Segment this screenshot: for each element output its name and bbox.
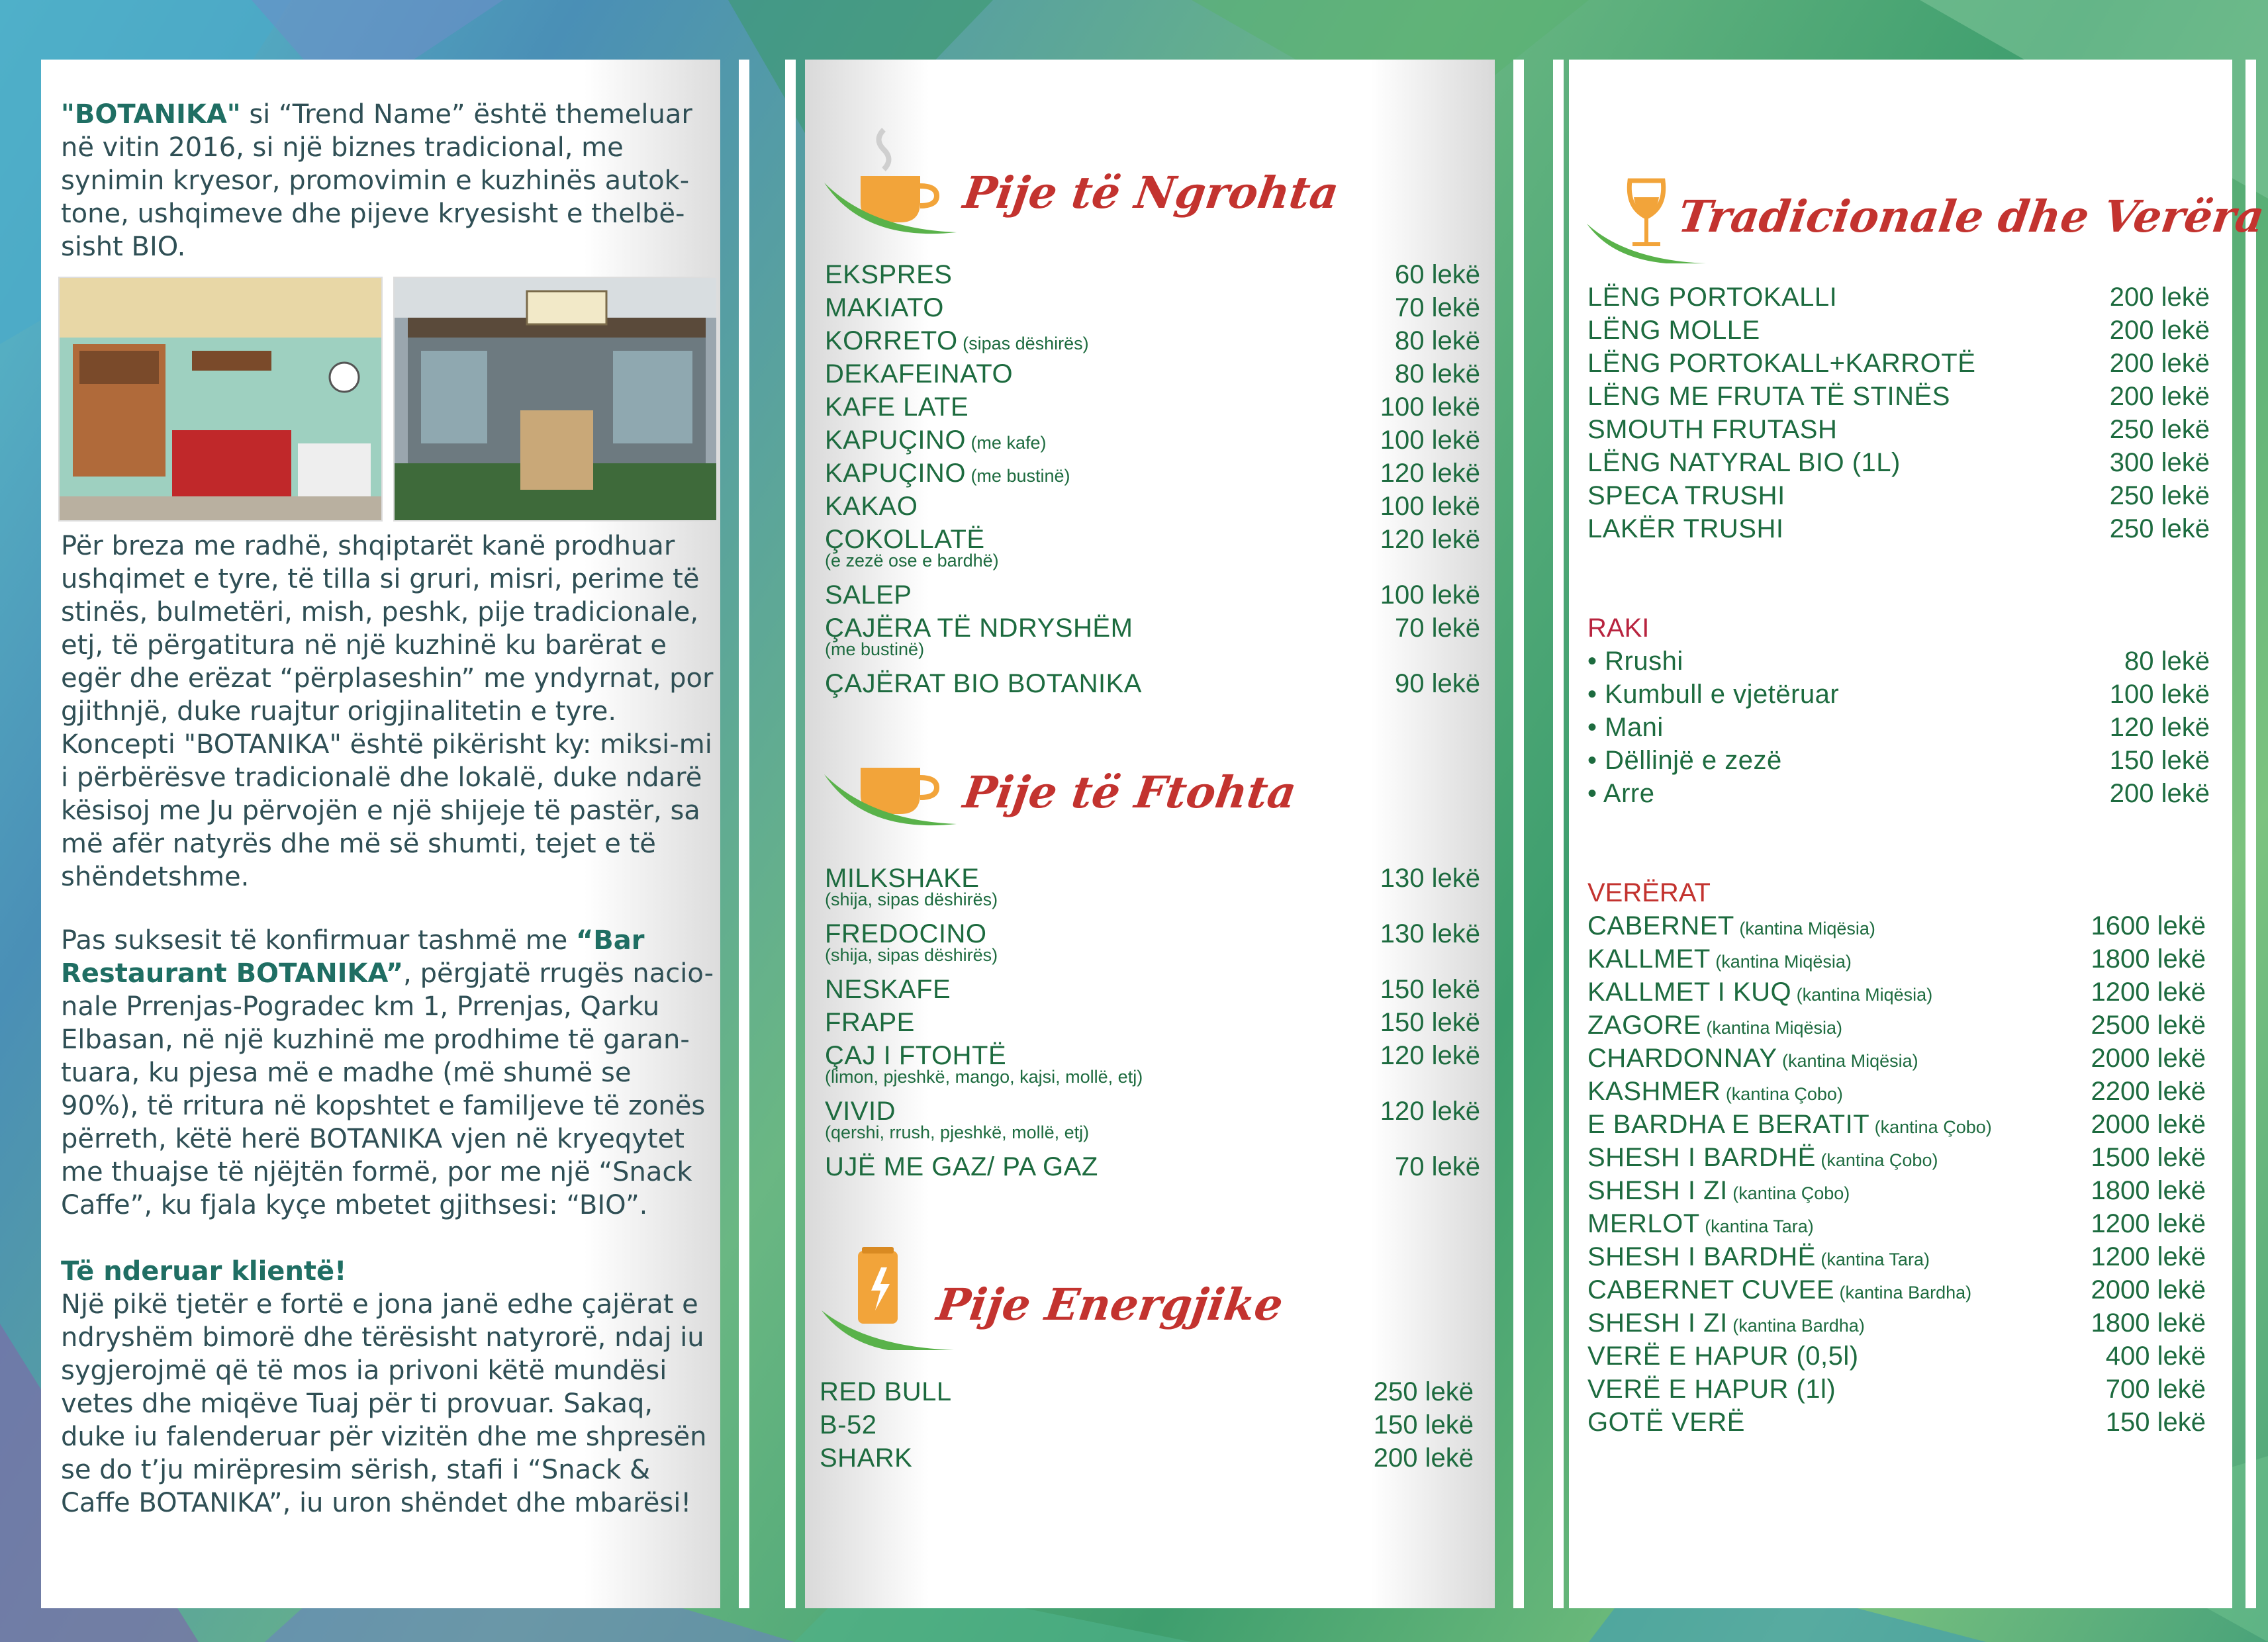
item-note: (kantina Miqësia): [1777, 1051, 1918, 1071]
left-rail: [739, 60, 749, 1608]
item-price: 250 lekë: [1373, 1377, 1474, 1406]
item-price: 250 lekë: [2109, 481, 2210, 510]
item-name: SHESH I BARDHË: [1587, 1242, 1816, 1271]
item-note: (kantina Miqësia): [1710, 952, 1852, 972]
item-price: 120 lekë: [2109, 713, 2210, 742]
item-price: 80 lekë: [1395, 326, 1480, 355]
item-name: GOTË VERË: [1587, 1408, 1745, 1437]
menu-item: [1587, 1340, 2206, 1373]
menu-item: [825, 424, 1480, 457]
item-name: CABERNET CUVEE: [1587, 1275, 1835, 1304]
traditional-wines-title: Tradicionale dhe Verëra: [1675, 191, 2268, 242]
left-rail-2: [785, 60, 796, 1608]
brand-name: "BOTANIKA": [61, 99, 241, 130]
item-price: 90 lekë: [1395, 669, 1480, 698]
item-name: NESKAFE: [825, 975, 951, 1004]
intro-paragraph-4: Një pikë tjetër e fortë e jona janë edhe çajërat e ndryshëm bimorë dhe tërësisht natyrorë, ndaj iu sygjerojmë që të mos ia privoni këtë mundësi vetes dhe miqëve Tuaj për ti provuar. Sakaq, duke iu falenderuar për vizitën dhe me shpresën se do t’ju mirëpresim sërish, stafi i “Snack & Caffe BOTANIKA”, iu uron shëndet dhe mbarësi!: [61, 1289, 707, 1518]
item-price: 200 lekë: [2109, 349, 2210, 378]
item-name: ZAGORE: [1587, 1011, 1701, 1040]
energy-drinks-list: [820, 1375, 1474, 1475]
item-name: KAKAO: [825, 492, 918, 521]
item-name: VERË E HAPUR (0,5l): [1587, 1342, 1859, 1371]
item-note: (me kafe): [965, 433, 1047, 453]
menu-item: [1587, 446, 2210, 479]
menu-item: [1587, 1108, 2206, 1141]
item-name: MAKIATO: [825, 293, 944, 322]
item-price: 250 lekë: [2109, 514, 2210, 543]
menu-item: [825, 578, 1480, 612]
menu-item: [1587, 942, 2206, 976]
item-name: LËNG ME FRUTA TË STINËS: [1587, 382, 1950, 411]
item-price: 2000 lekë: [2091, 1110, 2206, 1139]
menu-item: [825, 1006, 1480, 1039]
item-name: MILKSHAKE: [825, 864, 980, 893]
item-subtitle: (shija, sipas dëshirës): [825, 945, 998, 965]
item-price: 120 lekë: [1380, 1097, 1480, 1126]
item-price: 70 lekë: [1395, 614, 1480, 643]
item-name: SHESH I ZI: [1587, 1176, 1728, 1205]
item-price: 150 lekë: [1373, 1410, 1474, 1439]
menu-item: [820, 1375, 1474, 1408]
item-price: 200 lekë: [2109, 283, 2210, 312]
energy-drinks-title: Pije Energjike: [933, 1279, 1286, 1330]
item-price: 250 lekë: [2109, 415, 2210, 444]
wines-list: [1587, 909, 2206, 1439]
item-name: KAPUÇINO: [825, 426, 966, 455]
item-name: SHESH I BARDHË: [1587, 1143, 1816, 1172]
hot-drinks-title: Pije të Ngrohta: [960, 167, 1342, 218]
menu-item: [825, 612, 1480, 667]
item-note: (kantina Çobo): [1815, 1150, 1938, 1170]
menu-item: [1587, 1141, 2206, 1174]
juices-list: [1587, 281, 2210, 545]
cold-drinks-list: [825, 862, 1480, 1183]
menu-item: [1587, 744, 2210, 777]
item-note: (me bustinë): [965, 466, 1070, 486]
item-price: 100 lekë: [1380, 492, 1480, 521]
item-price: 120 lekë: [1380, 459, 1480, 488]
menu-item: [1587, 1174, 2206, 1207]
item-note: (kantina Miqësia): [1791, 985, 1933, 1005]
item-name: ÇOKOLLATË: [825, 525, 985, 554]
item-price: 300 lekë: [2109, 448, 2210, 477]
menu-item: [1587, 1406, 2206, 1439]
greeting-title: [61, 1255, 716, 1288]
item-price: 70 lekë: [1395, 1152, 1480, 1181]
item-name: RED BULL: [820, 1377, 952, 1406]
item-note: (kantina Çobo): [1721, 1084, 1843, 1104]
item-name: UJË ME GAZ/ PA GAZ: [825, 1152, 1098, 1181]
item-price: 1800 lekë: [2091, 944, 2206, 974]
intro-paragraph-2: Për breza me radhë, shqiptarët kanë prodhuar ushqimet e tyre, të tilla si gruri, misri, perime të stinës, bulmetëri, mish, peshk, pije tradicionale, etj, të përgatitura në një kuzhinë ku barërat e egër dhe erëzat “përplaseshin” me yndyrnat, por gjithnjë, duke ruajtur origjinalitetin e tyre. Koncepti "BOTANIKA" është pikërisht ky: miksi-mi i përbërësve tradicionalë dhe lokalë, duke ndarë kësisoj me Ju përvojën e një shijeje të pastër, sa më afër natyrës dhe më së shumti, tejet e të shëndetshme.: [61, 531, 714, 892]
item-price: 1200 lekë: [2091, 1209, 2206, 1238]
item-name: • Dëllinjë e zezë: [1587, 746, 1782, 775]
item-name: KASHMER: [1587, 1077, 1721, 1106]
menu-item: [825, 1039, 1480, 1095]
item-price: 1200 lekë: [2091, 1242, 2206, 1271]
item-price: 1800 lekë: [2091, 1176, 2206, 1205]
raki-heading: RAKI: [1587, 614, 1650, 643]
menu-item: [1587, 512, 2210, 545]
item-price: 1200 lekë: [2091, 978, 2206, 1007]
item-price: 120 lekë: [1380, 1041, 1480, 1070]
item-price: 100 lekë: [1380, 580, 1480, 610]
menu-item: [1587, 909, 2206, 942]
item-name: • Mani: [1587, 713, 1664, 742]
menu-item: [820, 1441, 1474, 1475]
item-name: SMOUTH FRUTASH: [1587, 415, 1838, 444]
menu-item: [1587, 678, 2210, 711]
intro-paragraph-3: [61, 924, 716, 1222]
menu-item: [1587, 479, 2210, 512]
item-name: KORRETO: [825, 326, 958, 355]
menu-item: [1587, 1373, 2206, 1406]
menu-item: [825, 523, 1480, 578]
exterior-photo-illustration: [395, 278, 718, 522]
item-price: 200 lekë: [2109, 316, 2210, 345]
item-name: DEKAFEINATO: [825, 359, 1014, 388]
item-name: • Arre: [1587, 779, 1655, 808]
menu-item: [1587, 1240, 2206, 1273]
cold-cup-icon: [821, 748, 967, 834]
item-subtitle: (e zezë ose e bardhë): [825, 551, 999, 570]
right-rail: [2245, 60, 2256, 1608]
item-name: CABERNET: [1587, 911, 1734, 940]
exterior-photo: [393, 277, 718, 522]
item-price: 700 lekë: [2105, 1375, 2206, 1404]
menu-item: [1587, 380, 2210, 413]
menu-item: [1587, 777, 2210, 810]
menu-item: [1587, 1042, 2206, 1075]
menu-item: [1587, 1273, 2206, 1306]
item-note: (kantina Bardha): [1834, 1283, 1972, 1302]
item-note: (kantina Tara): [1815, 1250, 1930, 1269]
item-price: 70 lekë: [1395, 293, 1480, 322]
greeting-heading: Të nderuar klientë!: [61, 1256, 347, 1287]
item-note: (kantina Çobo): [1869, 1117, 1992, 1137]
item-name: KALLMET: [1587, 944, 1711, 974]
item-note: (kantina Çobo): [1727, 1183, 1850, 1203]
item-name: LËNG NATYRAL BIO (1L): [1587, 448, 1901, 477]
menu-item: [825, 973, 1480, 1006]
item-name: LAKËR TRUSHI: [1587, 514, 1784, 543]
menu-item: [825, 490, 1480, 523]
menu-item: [1587, 1207, 2206, 1240]
item-note: (kantina Tara): [1699, 1216, 1814, 1236]
item-price: 2200 lekë: [2091, 1077, 2206, 1106]
item-name: ÇAJ I FTOHTË: [825, 1041, 1007, 1070]
item-price: 100 lekë: [1380, 426, 1480, 455]
item-price: 2000 lekë: [2091, 1044, 2206, 1073]
menu-item: [825, 917, 1480, 973]
item-name: KAFE LATE: [825, 392, 969, 422]
menu-item: [825, 1095, 1480, 1150]
menu-item: [1587, 711, 2210, 744]
item-price: 150 lekë: [2109, 746, 2210, 775]
menu-item: [825, 258, 1480, 291]
item-price: 130 lekë: [1380, 864, 1480, 893]
menu-item: [825, 357, 1480, 390]
item-price: 1800 lekë: [2091, 1308, 2206, 1338]
item-note: (sipas dëshirës): [957, 334, 1089, 353]
item-name: LËNG PORTOKALL+KARROTË: [1587, 349, 1976, 378]
menu-item: [825, 667, 1480, 700]
menu-item: [1587, 347, 2210, 380]
item-name: VERË E HAPUR (1l): [1587, 1375, 1836, 1404]
item-name: B-52: [820, 1410, 877, 1439]
item-price: 200 lekë: [2109, 779, 2210, 808]
item-price: 400 lekë: [2105, 1342, 2206, 1371]
interior-photo: [58, 277, 383, 522]
item-subtitle: (me bustinë): [825, 639, 925, 659]
menu-item: [825, 457, 1480, 490]
mid-rail: [1513, 60, 1524, 1608]
item-price: 80 lekë: [2124, 647, 2210, 676]
raki-list: [1587, 645, 2210, 810]
item-price: 100 lekë: [2109, 680, 2210, 709]
item-price: 130 lekë: [1380, 919, 1480, 948]
item-price: 80 lekë: [1395, 359, 1480, 388]
item-name: • Kumbull e vjetëruar: [1587, 680, 1840, 709]
item-name: E BARDHA E BERATIT: [1587, 1110, 1870, 1139]
wines-heading: VERËRAT: [1587, 878, 1711, 907]
item-price: 2500 lekë: [2091, 1011, 2206, 1040]
item-price: 100 lekë: [1380, 392, 1480, 422]
menu-item: [1587, 281, 2210, 314]
item-subtitle: (shija, sipas dëshirës): [825, 889, 998, 909]
item-name: FREDOCINO: [825, 919, 987, 948]
item-subtitle: (limon, pjeshkë, mango, kajsi, mollë, etj): [825, 1067, 1143, 1087]
item-name: LËNG PORTOKALLI: [1587, 283, 1838, 312]
menu-item: [825, 324, 1480, 357]
item-name: CHARDONNAY: [1587, 1044, 1777, 1073]
menu-item: [1587, 1306, 2206, 1340]
item-name: FRAPE: [825, 1008, 915, 1037]
mid-rail-2: [1553, 60, 1564, 1608]
item-price: 150 lekë: [2105, 1408, 2206, 1437]
intro-text-3a: Pas suksesit të konfirmuar tashmë me: [61, 925, 577, 956]
menu-item: [1587, 1075, 2206, 1108]
item-name: VIVID: [825, 1097, 896, 1126]
item-note: (kantina Miqësia): [1701, 1018, 1842, 1038]
item-name: • Rrushi: [1587, 647, 1683, 676]
menu-item: [1587, 976, 2206, 1009]
menu-item: [1587, 645, 2210, 678]
cold-drinks-title: Pije të Ftohta: [960, 766, 1300, 818]
item-name: EKSPRES: [825, 260, 953, 289]
item-price: 150 lekë: [1380, 975, 1480, 1004]
item-name: SALEP: [825, 580, 912, 610]
item-name: KALLMET I KUQ: [1587, 978, 1792, 1007]
item-name: KAPUÇINO: [825, 459, 966, 488]
interior-photo-illustration: [60, 278, 383, 522]
intro-paragraph-1: [61, 98, 716, 263]
item-name: ÇAJËRA TË NDRYSHËM: [825, 614, 1133, 643]
menu-item: [825, 390, 1480, 424]
item-name: SHESH I ZI: [1587, 1308, 1728, 1338]
menu-item: [1587, 314, 2210, 347]
item-price: 1600 lekë: [2091, 911, 2206, 940]
item-price: 150 lekë: [1380, 1008, 1480, 1037]
item-price: 1500 lekë: [2091, 1143, 2206, 1172]
intro-text-1: si “Trend Name” është themeluar në vitin 2016, si një biznes tradicional, me synimin kryesor, promovimin e kuzhinës autok-tone, ushqimeve dhe pijeve kryesisht e thelbë-sisht BIO.: [61, 99, 692, 262]
item-price: 120 lekë: [1380, 525, 1480, 554]
item-price: 200 lekë: [1373, 1443, 1474, 1473]
hot-drinks-list: [825, 258, 1480, 700]
item-name: SPECA TRUSHI: [1587, 481, 1785, 510]
hot-cup-icon: [821, 123, 967, 236]
menu-item: [825, 862, 1480, 917]
restaurant-name: “Bar Restaurant BOTANIKA”: [61, 925, 645, 989]
menu-item: [825, 1150, 1480, 1183]
item-note: (kantina Miqësia): [1734, 919, 1875, 938]
intro-text-3b: , përgjatë rrugës nacio-nale Prrenjas-Pogradec km 1, Prrenjas, Qarku Elbasan, në një kuzhinë me prodhime të garan-tuara, ku pjesa më e madhe (më shumë se 90%), të rritura në kopshtet e familjeve të zonës përreth, këtë herë BOTANIKA vjen në kryeqytet me thuajse të njëjtën formë, por me një “Snack Caffe”, ku fjala kyçe mbetet gjithsesi: “BIO”.: [61, 958, 714, 1220]
item-price: 2000 lekë: [2091, 1275, 2206, 1304]
item-note: (kantina Bardha): [1727, 1316, 1865, 1336]
menu-item: [1587, 413, 2210, 446]
item-name: ÇAJËRAT BIO BOTANIKA: [825, 669, 1142, 698]
menu-item: [825, 291, 1480, 324]
item-name: MERLOT: [1587, 1209, 1700, 1238]
menu-item: [820, 1408, 1474, 1441]
item-name: LËNG MOLLE: [1587, 316, 1760, 345]
item-price: 60 lekë: [1395, 260, 1480, 289]
menu-item: [1587, 1009, 2206, 1042]
item-price: 200 lekë: [2109, 382, 2210, 411]
item-subtitle: (qershi, rrush, pjeshkë, mollë, etj): [825, 1122, 1090, 1142]
item-name: SHARK: [820, 1443, 913, 1473]
